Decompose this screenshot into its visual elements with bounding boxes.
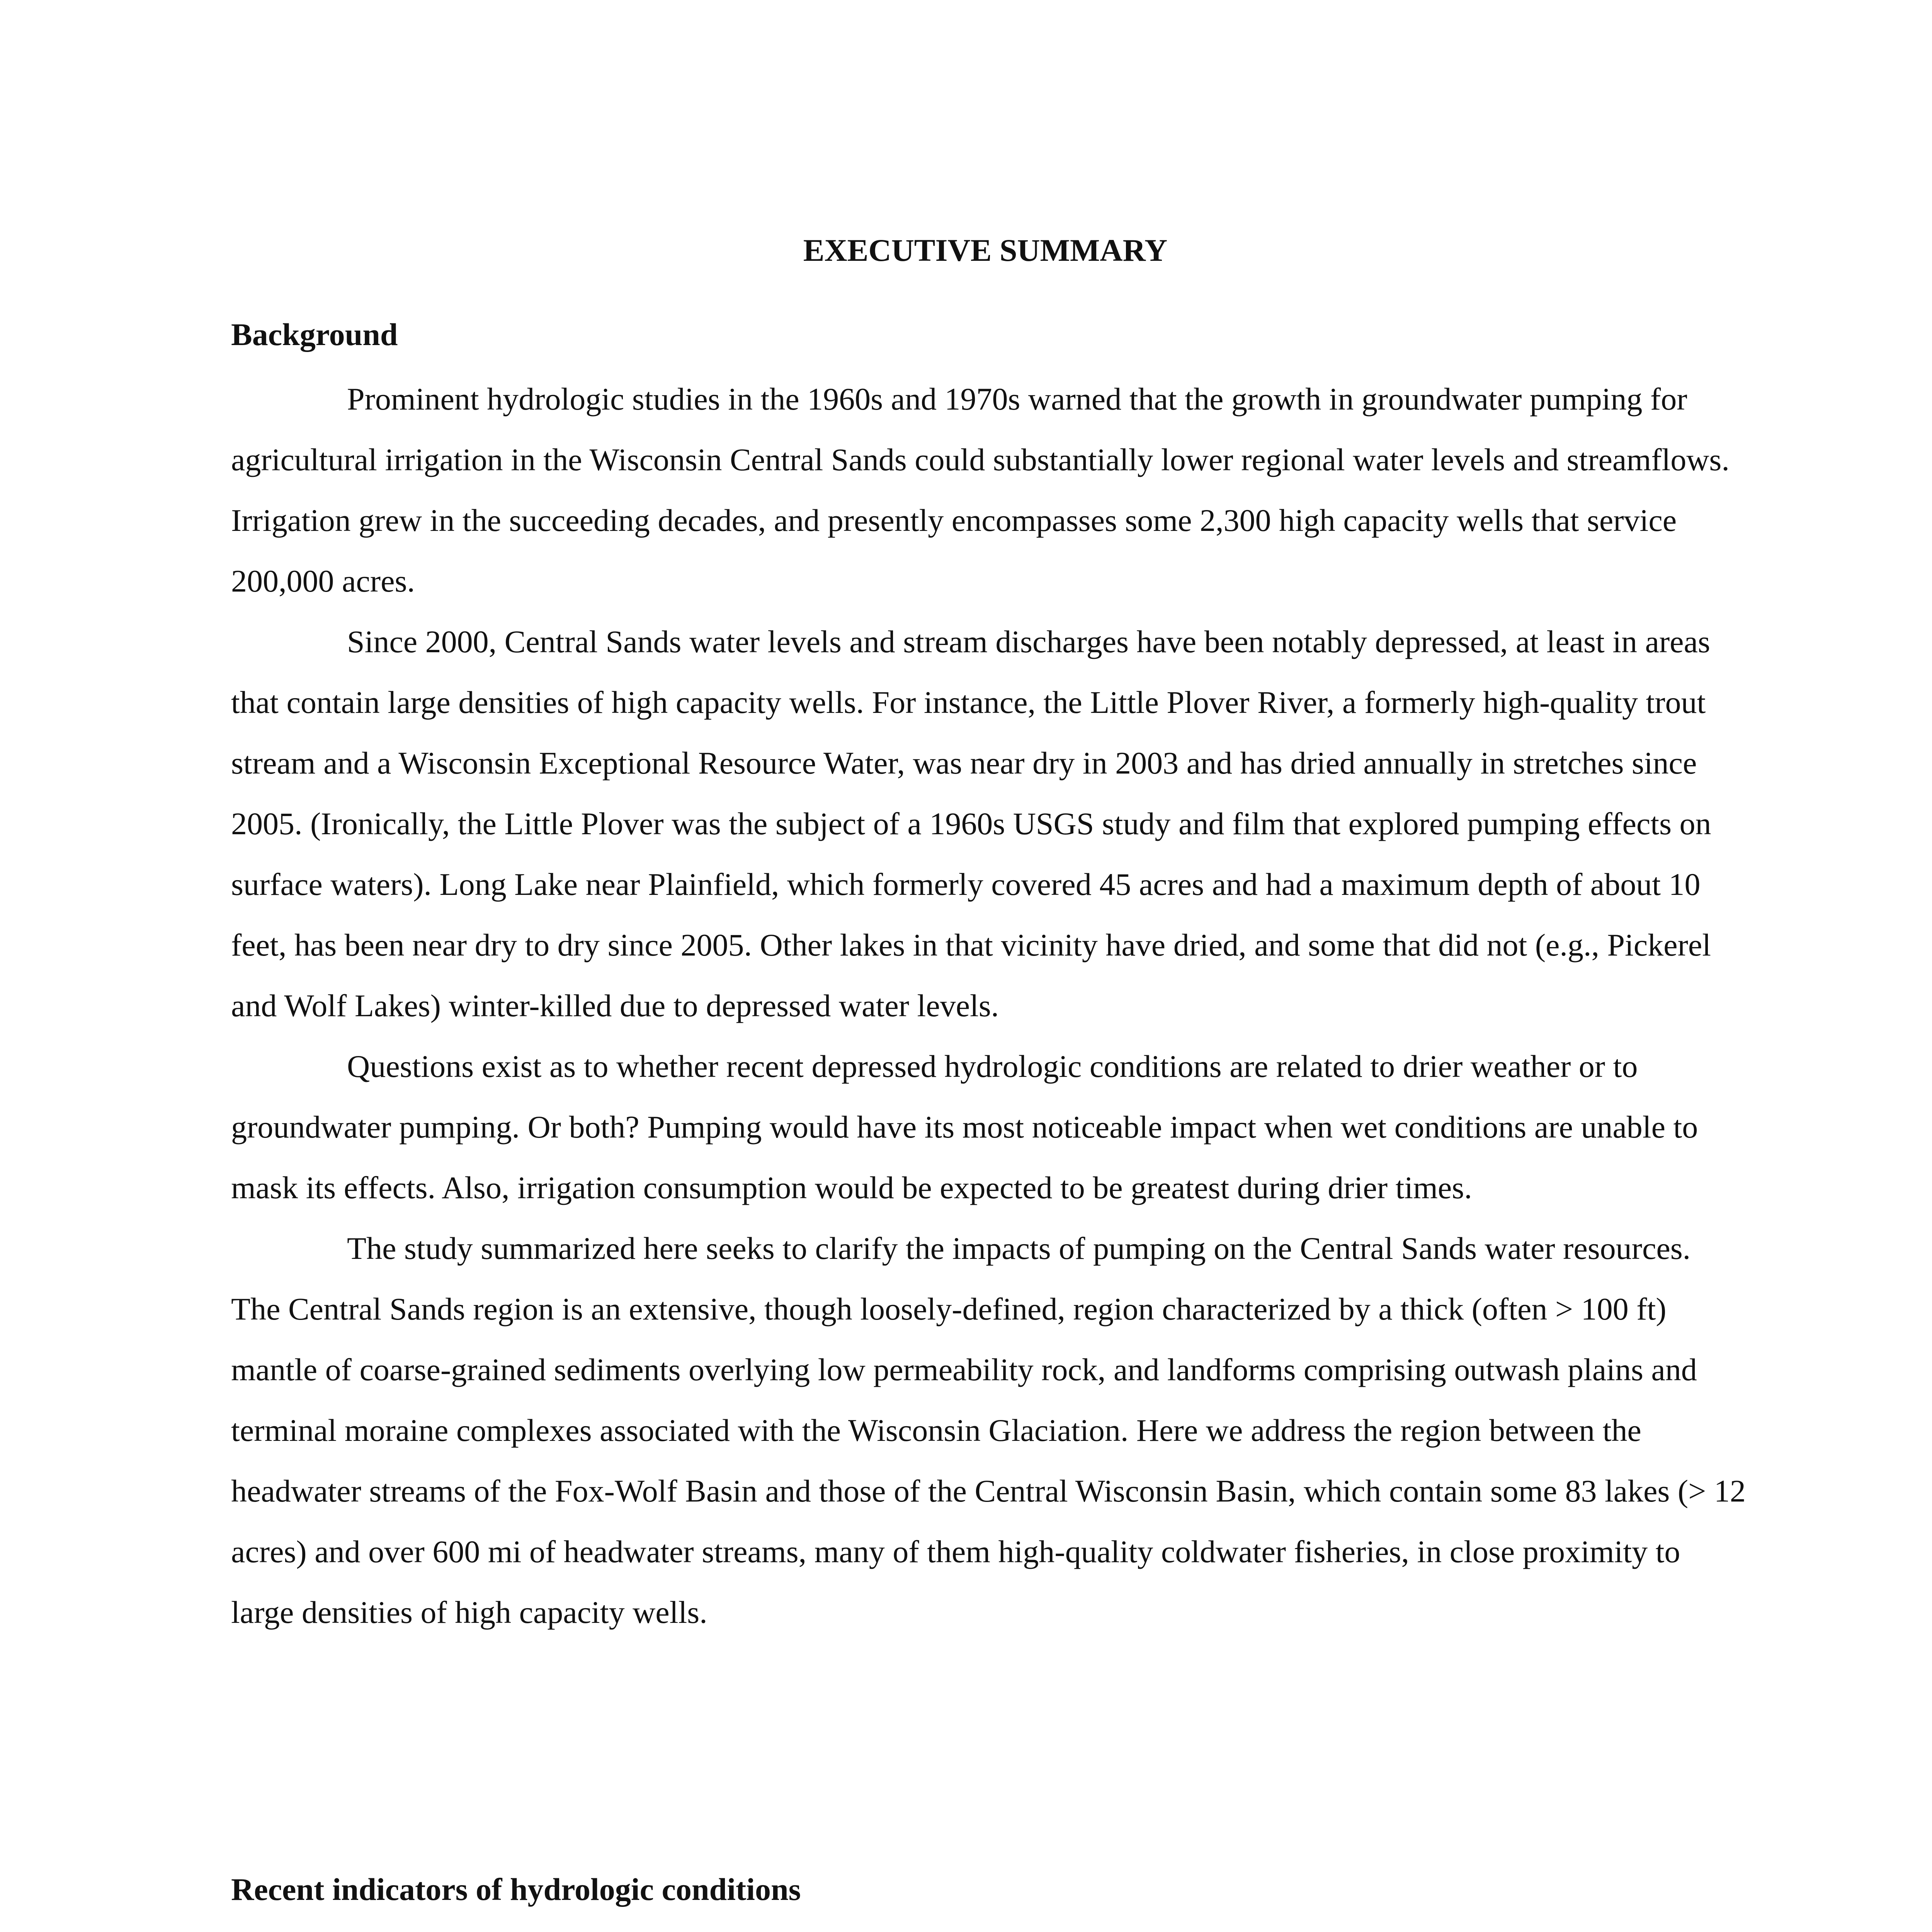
page-title: EXECUTIVE SUMMARY (803, 233, 1168, 268)
paragraph: The study summarized here seeks to clarify the impacts of pumping on the Central Sands water resources. The Central Sands region is an extensive, though loosely-defined, region characterized by a thick (often > 100 ft) mantle of coarse-grained sediments overlying low permeability rock, and landforms comprising outwash plains and terminal moraine complexes associated with the Wisconsin Glaciation. Here we address the region between the headwater streams of the Fox-Wolf Basin and those of the Central Wisconsin Basin, which contain some 83 lakes (> 12 acres) and over 600 mi of headwater streams, many of them high-quality coldwater fisheries, in close proximity to large densities of high capacity wells. (231, 1231, 1746, 1630)
section-background-body (231, 369, 1746, 1643)
section-heading-recent-indicators: Recent indicators of hydrologic conditions (231, 1872, 801, 1907)
paragraph: Since 2000, Central Sands water levels and stream discharges have been notably depressed, at least in areas that contain large densities of high capacity wells. For instance, the Little Plover River, a formerly high-quality trout stream and a Wisconsin Exceptional Resource Water, was near dry in 2003 and has dried annually in stretches since 2005. (Ironically, the Little Plover was the subject of a 1960s USGS study and film that explored pumping effects on surface waters). Long Lake near Plainfield, which formerly covered 45 acres and had a maximum depth of about 10 feet, has been near dry to dry since 2005. Other lakes in that vicinity have dried, and some that did not (e.g., Pickerel and Wolf Lakes) winter-killed due to depressed water levels. (231, 624, 1711, 1023)
paragraph (231, 1926, 1746, 1932)
paragraph: Prominent hydrologic studies in the 1960s and 1970s warned that the growth in groundwater pumping for agricultural irrigation in the Wisconsin Central Sands could substantially lower regional water levels and streamflows. Irrigation grew in the succeeding decades, and presently encompasses some 2,300 high capacity wells that service 200,000 acres. (231, 381, 1730, 599)
section-recent-indicators-body (231, 1926, 1746, 1932)
paragraph: Questions exist as to whether recent depressed hydrologic conditions are related to drier weather or to groundwater pumping. Or both? Pumping would have its most noticeable impact when wet conditions are unable to mask its effects. Also, irrigation consumption would be expected to be greatest during drier times. (231, 1049, 1698, 1205)
section-heading-background: Background (231, 317, 398, 352)
